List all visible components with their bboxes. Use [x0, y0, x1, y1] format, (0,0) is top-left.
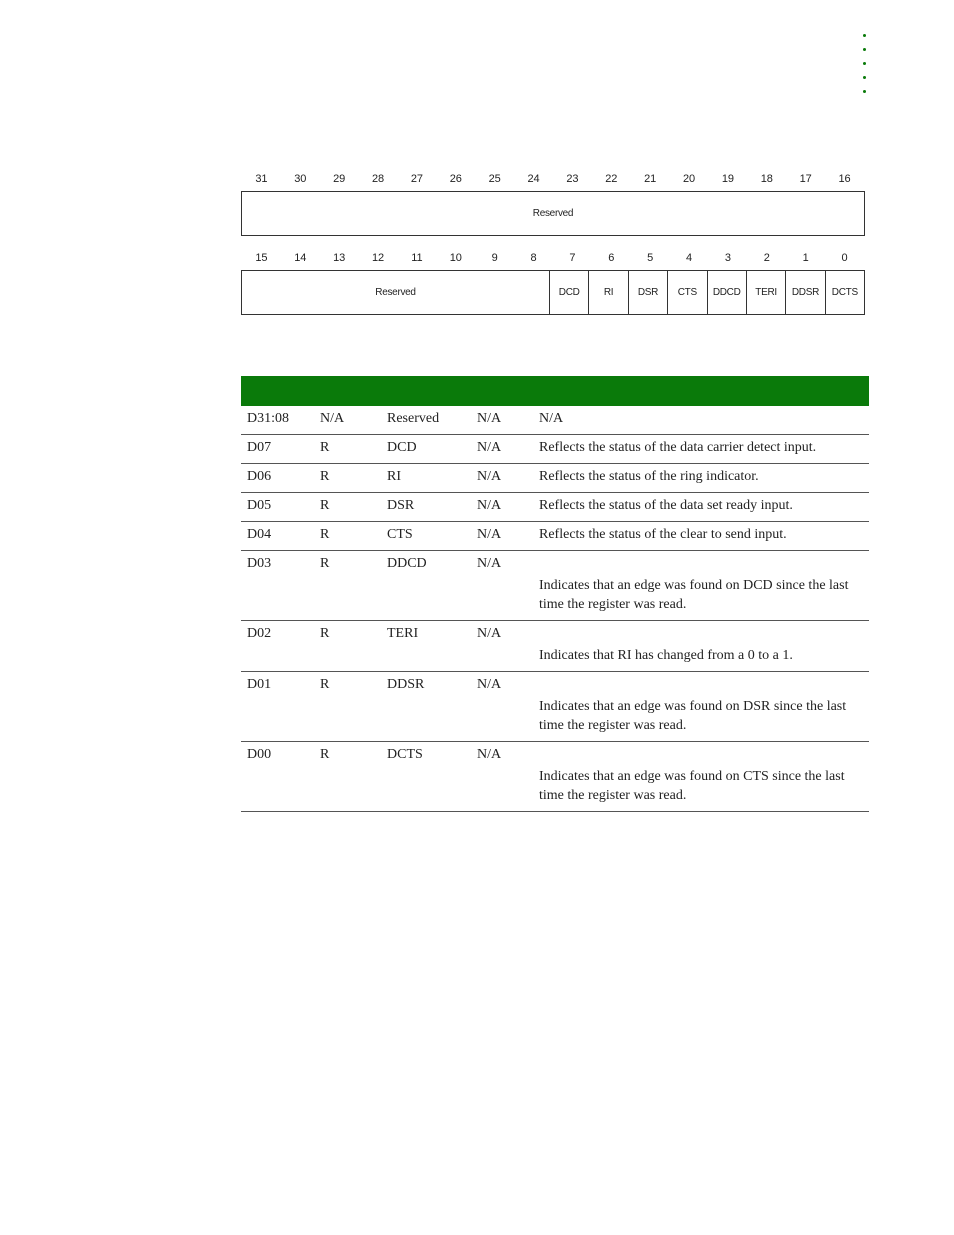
register-field-dsr: DSR	[628, 271, 667, 314]
bit-number: 28	[371, 173, 385, 185]
access-cell: R	[314, 493, 381, 522]
bits-cell: D01	[241, 672, 314, 742]
bits-cell: D03	[241, 551, 314, 621]
bits-cell: D04	[241, 522, 314, 551]
bit-numbers-low	[242, 252, 864, 264]
bit-number: 6	[608, 252, 615, 264]
access-cell: N/A	[314, 406, 381, 435]
dot-icon	[863, 76, 866, 79]
table-row	[241, 522, 869, 551]
access-cell: R	[314, 621, 381, 672]
description-cell	[533, 672, 869, 742]
bits-cell: D02	[241, 621, 314, 672]
reset-cell: N/A	[471, 621, 533, 672]
reset-cell: N/A	[471, 406, 533, 435]
table-row	[241, 464, 869, 493]
register-low-half	[241, 270, 865, 315]
bit-number: 1	[802, 252, 809, 264]
bits-cell: D05	[241, 493, 314, 522]
bit-number: 16	[838, 173, 851, 185]
reset-cell: N/A	[471, 522, 533, 551]
dot-icon	[863, 34, 866, 37]
bit-number: 29	[333, 173, 346, 185]
bit-number: 27	[410, 173, 424, 185]
description-cell	[533, 621, 869, 672]
bit-number: 14	[294, 252, 307, 264]
mnemonic-cell: Reserved	[381, 406, 471, 435]
bit-number: 22	[605, 173, 618, 185]
bit-number: 25	[488, 173, 501, 185]
description-cell: Reflects the status of the data carrier detect input.	[533, 435, 869, 464]
description-detail: Indicates that an edge was found on CTS since the last time the register was read.	[539, 769, 845, 803]
reset-cell: N/A	[471, 672, 533, 742]
bit-number: 10	[449, 252, 462, 264]
access-cell: R	[314, 464, 381, 493]
reset-cell: N/A	[471, 464, 533, 493]
register-field-reserved-high: Reserved	[532, 208, 574, 219]
description-cell: N/A	[533, 406, 869, 435]
dot-icon	[863, 48, 866, 51]
bit-number: 21	[644, 173, 657, 185]
bit-number: 7	[569, 252, 576, 264]
bit-number: 3	[724, 252, 731, 264]
bit-numbers-high	[242, 173, 864, 185]
table-row	[241, 621, 869, 672]
mnemonic-cell: RI	[381, 464, 471, 493]
table-row	[241, 742, 869, 812]
register-field-dcts: DCTS	[825, 271, 864, 314]
bit-number: 19	[721, 173, 735, 185]
table-row	[241, 406, 869, 435]
bit-number: 5	[647, 252, 654, 264]
description-detail: Indicates that an edge was found on DCD since the last time the register was read.	[539, 578, 849, 612]
register-field-dcd: DCD	[549, 271, 588, 314]
bit-number: 30	[294, 173, 307, 185]
mnemonic-cell: DCTS	[381, 742, 471, 812]
register-field-teri: TERI	[746, 271, 785, 314]
bits-cell: D07	[241, 435, 314, 464]
table-row	[241, 551, 869, 621]
mnemonic-cell: DSR	[381, 493, 471, 522]
bits-cell: D31:08	[241, 406, 314, 435]
access-cell: R	[314, 742, 381, 812]
bit-number: 31	[255, 173, 268, 185]
table-header-bar	[241, 376, 869, 406]
reset-cell: N/A	[471, 551, 533, 621]
access-cell: R	[314, 522, 381, 551]
access-cell: R	[314, 672, 381, 742]
description-detail: Indicates that an edge was found on DSR since the last time the register was read.	[539, 699, 847, 733]
bit-description-table	[241, 376, 869, 812]
description-cell: Reflects the status of the ring indicator.	[533, 464, 869, 493]
bit-number: 26	[449, 173, 462, 185]
mnemonic-cell: DDSR	[381, 672, 471, 742]
reset-cell: N/A	[471, 742, 533, 812]
description-cell	[533, 551, 869, 621]
description-cell: Reflects the status of the clear to send input.	[533, 522, 869, 551]
register-field-ddcd: DDCD	[707, 271, 746, 314]
access-cell: R	[314, 551, 381, 621]
bit-number: 2	[763, 252, 770, 264]
bit-number: 4	[686, 252, 693, 264]
bit-number: 20	[682, 173, 696, 185]
mnemonic-cell: DCD	[381, 435, 471, 464]
bit-number: 11	[411, 252, 423, 264]
bits-cell: D00	[241, 742, 314, 812]
dot-icon	[863, 90, 866, 93]
access-cell: R	[314, 435, 381, 464]
bit-number: 13	[333, 252, 346, 264]
register-field-reserved-low: Reserved	[375, 287, 416, 298]
register-high-half	[241, 191, 865, 236]
mnemonic-cell: TERI	[381, 621, 471, 672]
bit-number: 12	[371, 252, 385, 264]
bit-number: 15	[255, 252, 268, 264]
bits-cell: D06	[241, 464, 314, 493]
reset-cell: N/A	[471, 435, 533, 464]
reset-cell: N/A	[471, 493, 533, 522]
description-cell: Reflects the status of the data set ready input.	[533, 493, 869, 522]
table-row	[241, 493, 869, 522]
description-cell	[533, 742, 869, 812]
bit-number: 18	[760, 173, 773, 185]
table-row	[241, 672, 869, 742]
mnemonic-cell: DDCD	[381, 551, 471, 621]
bit-number: 24	[527, 173, 540, 185]
bit-number: 9	[491, 252, 498, 264]
register-field-ddsr: DDSR	[785, 271, 824, 314]
register-field-cts: CTS	[667, 271, 706, 314]
register-field-ri: RI	[588, 271, 627, 314]
description-detail: Indicates that RI has changed from a 0 to a 1.	[539, 648, 793, 663]
bit-number: 8	[530, 252, 537, 264]
dot-icon	[863, 62, 866, 65]
table-row	[241, 435, 869, 464]
bit-number: 0	[841, 252, 848, 264]
mnemonic-cell: CTS	[381, 522, 471, 551]
bit-number: 23	[566, 173, 579, 185]
margin-dots	[863, 34, 869, 104]
bit-number: 17	[799, 173, 812, 185]
